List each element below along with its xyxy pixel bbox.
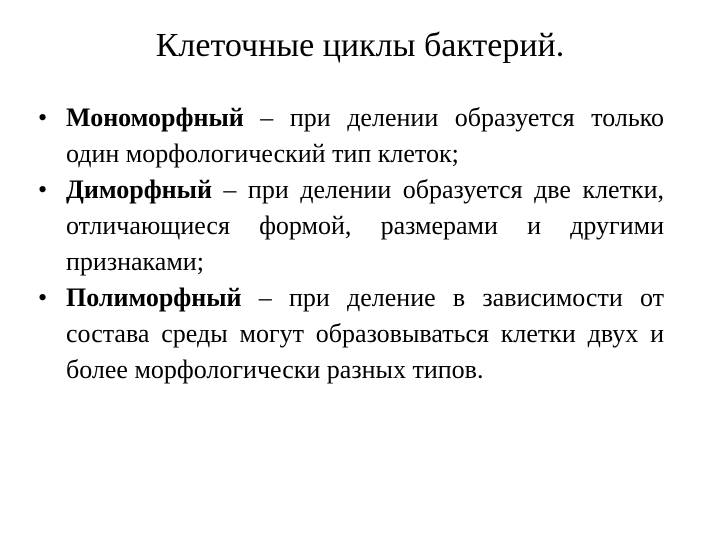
bullet-icon: • bbox=[38, 175, 48, 204]
bullet-text: – при деление в зависимости от состава среды могут образовываться клетки двух и более морфологически разных типов. bbox=[66, 283, 664, 384]
bullet-list bbox=[36, 100, 664, 388]
bullet-text: – при делении образуется две клетки, отличающиеся формой, размерами и другими признаками; bbox=[66, 175, 664, 276]
bullet-item-dimorphic bbox=[36, 172, 664, 280]
bullet-term: Полиморфный bbox=[66, 283, 242, 312]
bullet-icon: • bbox=[38, 103, 48, 132]
bullet-item-monomorphic bbox=[36, 100, 664, 172]
bullet-term: Диморфный bbox=[66, 175, 212, 204]
bullet-icon: • bbox=[38, 283, 48, 312]
slide-title: Клеточные циклы бактерий. bbox=[155, 27, 565, 64]
bullet-term: Мономорфный bbox=[66, 103, 244, 132]
bullet-text: – при делении образуется только один морфологический тип клеток; bbox=[66, 103, 664, 168]
bullet-item-polymorphic bbox=[36, 280, 664, 388]
